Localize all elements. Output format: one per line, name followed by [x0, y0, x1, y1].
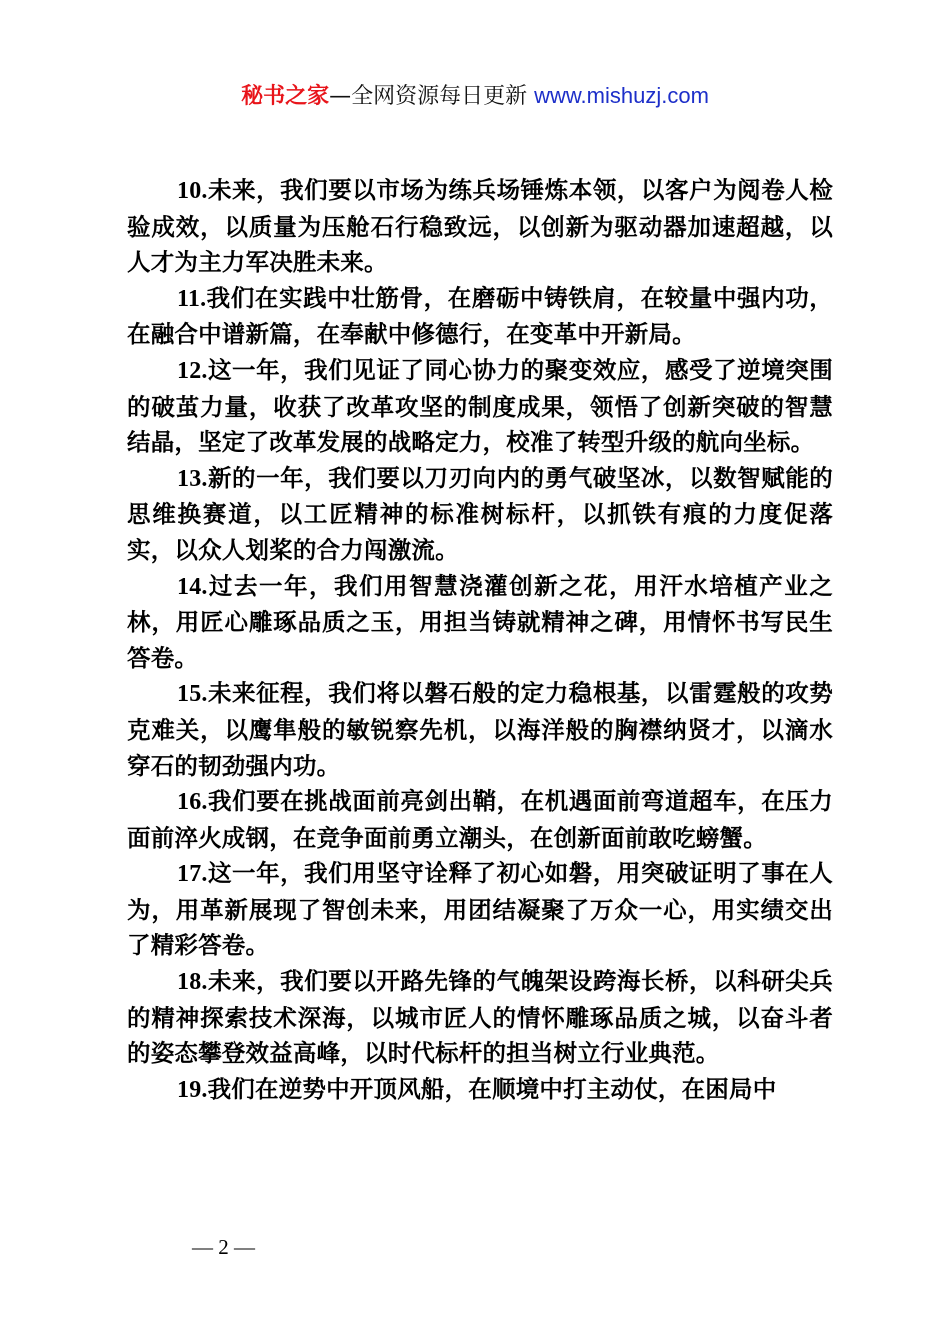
paragraph-number: 11.	[177, 285, 207, 312]
paragraph-number: 13.	[177, 465, 208, 492]
paragraph-15	[127, 676, 833, 784]
paragraph-text: 未来，我们要以市场为练兵场锤炼本领，以客户为阅卷人检验成效，以质量为压舱石行稳致远，以创新为驱动器加速超越，以人才为主力军决胜未来。	[127, 176, 833, 277]
paragraph-11	[127, 281, 833, 353]
paragraph-text: 过去一年，我们用智慧浇灌创新之花，用汗水培植产业之林，用匠心雕琢品质之玉，用担当铸就精神之碑，用情怀书写民生答卷。	[127, 571, 833, 672]
paragraph-number: 18.	[177, 969, 208, 996]
header-tagline: —全网资源每日更新	[329, 84, 528, 109]
paragraph-number: 12.	[177, 357, 208, 384]
paragraph-text: 我们在实践中壮筋骨，在磨砺中铸铁肩，在较量中强内功，在融合中谱新篇，在奉献中修德行，在变革中开新局。	[127, 283, 833, 349]
brand-name: 秘书之家	[241, 84, 330, 109]
paragraph-text: 我们在逆势中开顶风船，在顺境中打主动仗，在困局中	[207, 1074, 777, 1103]
site-header	[0, 80, 950, 113]
paragraph-text: 我们要在挑战面前亮剑出鞘，在机遇面前弯道超车，在压力面前淬火成钢，在竞争面前勇立潮头，在创新面前敢吃螃蟹。	[127, 787, 833, 852]
site-url-link[interactable]: www.mishuzj.com	[534, 83, 709, 108]
paragraph-number: 14.	[177, 573, 208, 600]
paragraph-16	[127, 784, 833, 856]
paragraph-number: 15.	[177, 681, 208, 708]
paragraph-number: 10.	[177, 178, 208, 204]
paragraph-text: 这一年，我们见证了同心协力的聚变效应，感受了逆境突围的破茧力量，收获了改革攻坚的制度成果，领悟了创新突破的智慧结晶，坚定了改革发展的战略定力，校准了转型升级的航向坐标。	[127, 355, 833, 457]
paragraph-14	[127, 569, 833, 677]
paragraph-18	[127, 964, 833, 1072]
paragraph-number: 16.	[177, 789, 208, 816]
paragraph-number: 19.	[177, 1076, 208, 1103]
paragraph-number: 17.	[177, 861, 208, 888]
paragraph-12	[127, 353, 833, 461]
paragraph-17	[127, 856, 833, 964]
paragraph-13	[127, 461, 833, 569]
paragraph-10	[127, 173, 833, 281]
document-body	[127, 173, 833, 1108]
paragraph-19	[127, 1072, 833, 1109]
paragraph-text: 这一年，我们用坚守诠释了初心如磐，用突破证明了事在人为，用革新展现了智创未来，用团结凝聚了万众一心，用实绩交出了精彩答卷。	[127, 859, 833, 960]
paragraph-text: 未来征程，我们将以磐石般的定力稳根基，以雷霆般的攻势克难关，以鹰隼般的敏锐察先机，以海洋般的胸襟纳贤才，以滴水穿石的韧劲强内功。	[127, 679, 833, 780]
paragraph-text: 未来，我们要以开路先锋的气魄架设跨海长桥，以科研尖兵的精神探索技术深海，以城市匠人的情怀雕琢品质之城，以奋斗者的姿态攀登效益高峰，以时代标杆的担当树立行业典范。	[127, 967, 833, 1068]
page-number: — 2 —	[192, 1235, 255, 1259]
paragraph-text: 新的一年，我们要以刀刃向内的勇气破坚冰，以数智赋能的思维换赛道，以工匠精神的标准树标杆，以抓铁有痕的力度促落实，以众人划桨的合力闯激流。	[127, 463, 833, 564]
